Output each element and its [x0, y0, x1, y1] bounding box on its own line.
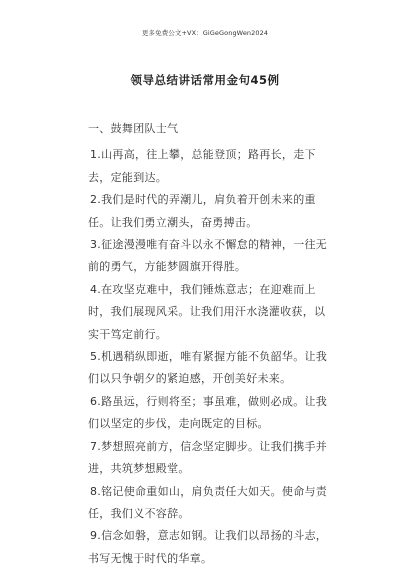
paragraph-5: 5.机遇稍纵即逝，唯有紧握方能不负韶华。让我们以只争朝夕的紧迫感，开创美好未来。: [88, 350, 328, 386]
document-title: 领导总结讲话常用金句45例: [130, 73, 280, 87]
section-heading: 一、鼓舞团队士气: [88, 122, 179, 135]
document-body: [88, 118, 336, 570]
paragraph-3: 3.征途漫漫唯有奋斗以永不懈怠的精神，一往无前的勇气，方能梦圆旗开得胜。: [88, 238, 328, 274]
paragraph-9: 9.信念如磐，意志如钢。让我们以昂扬的斗志，书写无愧于时代的华章。: [88, 529, 328, 565]
paragraph-1: 1.山再高，往上攀，总能登顶；路再长，走下去，定能到达。: [88, 148, 316, 184]
header-note: 更多免费公文+VX：GiGeGongWen2024: [141, 29, 269, 37]
paragraph-8: 8.铭记使命重如山，肩负责任大如天。使命与责任，我们义不容辞。: [88, 484, 328, 520]
paragraph-6: 6.路虽远，行则将至；事虽难，做则必成。让我们以坚定的步伐，走向既定的目标。: [88, 394, 328, 431]
paragraph-7: 7.梦想照亮前方，信念坚定脚步。让我们携手并进，共筑梦想殿堂。: [88, 439, 328, 476]
paragraph-2: 2.我们是时代的弄潮儿，肩负着开创未来的重任。让我们勇立潮头，奋勇搏击。: [88, 193, 316, 229]
paragraph-4: 4.在攻坚克难中，我们锤炼意志；在迎难而上时，我们展现风采。让我们用汗水浇灌收获，以实干笃定前行。: [88, 282, 326, 341]
